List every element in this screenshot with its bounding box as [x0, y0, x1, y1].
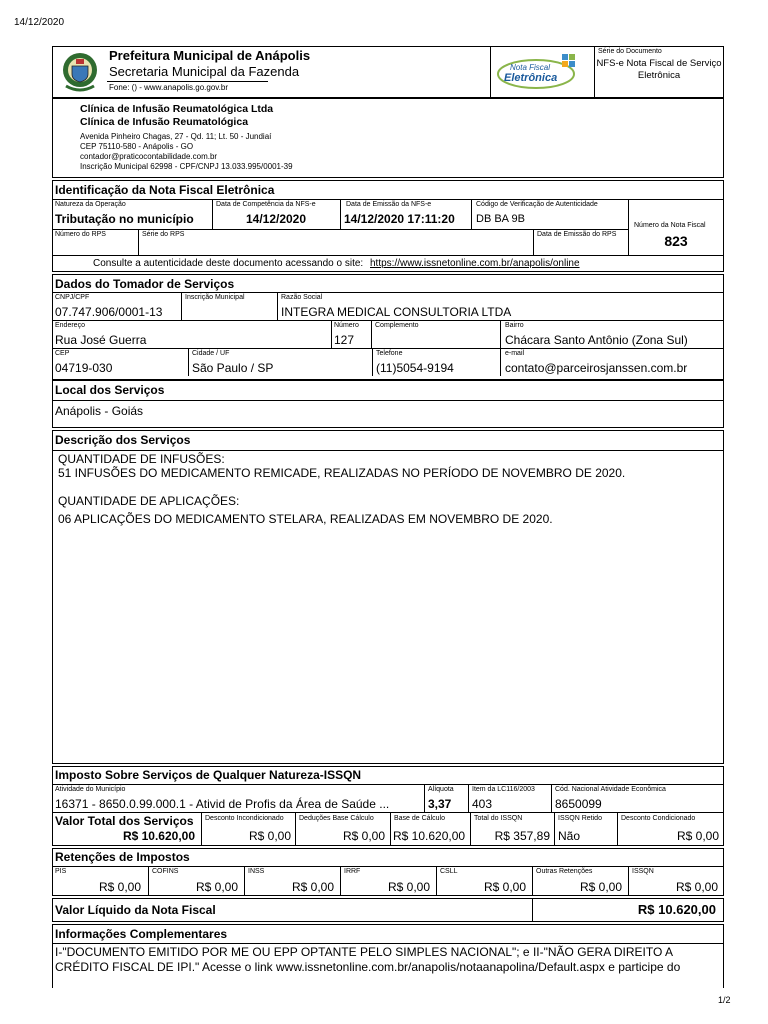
provider-registration: Inscrição Municipal 62998 - CPF/CNPJ 13.033.995/0001-39	[80, 162, 293, 171]
retention-others: R$ 0,00	[579, 880, 622, 894]
complementary-line-2: CRÉDITO FISCAL DE IPI." Acesse o link www.issnetonline.com.br/anapolis/notaanapolina/Default.aspx e participe do	[55, 960, 681, 974]
print-date: 14/12/2020	[14, 17, 65, 28]
city-coat-of-arms-icon	[60, 50, 100, 94]
taker-email: contato@parceirosjanssen.com.br	[505, 361, 688, 375]
issqn-retained: Não	[558, 829, 581, 843]
issqn-total: R$ 357,89	[494, 829, 550, 843]
tax-item: 403	[472, 797, 493, 811]
deductions: R$ 0,00	[342, 829, 385, 843]
taker-street: Rua José Guerra	[55, 333, 147, 347]
provider-cep: CEP 75110-580 - Anápolis - GO	[80, 142, 194, 151]
description-line-2: 51 INFUSÕES DO MEDICAMENTO REMICADE, REALIZADAS NO PERÍODO DE NOVEMBRO DE 2020.	[58, 466, 626, 480]
verification-code: DB BA 9B	[476, 213, 525, 225]
net-value-label: Valor Líquido da Nota Fiscal	[55, 903, 216, 917]
tax-rate: 3,37	[428, 797, 452, 811]
tax-cnae: 8650099	[555, 797, 602, 811]
description-box	[52, 430, 724, 764]
complementary-line-1: I-"DOCUMENTO EMITIDO POR ME OU EPP OPTANTE PELO SIMPLES NACIONAL"; e II-"NÃO GERA DIREITO A	[55, 945, 674, 959]
retention-pis: R$ 0,00	[98, 880, 141, 894]
tax-base: R$ 10.620,00	[393, 829, 466, 843]
description-line-3: QUANTIDADE DE APLICAÇÕES:	[58, 494, 240, 508]
consult-link[interactable]: https://www.issnetonline.com.br/anapolis/online	[370, 258, 580, 269]
retention-inss: R$ 0,00	[291, 880, 334, 894]
description-line-4: 06 APLICAÇÕES DO MEDICAMENTO STELARA, REALIZADAS EM NOVEMBRO DE 2020.	[58, 512, 553, 526]
retention-cofins: R$ 0,00	[195, 880, 238, 894]
net-value: R$ 10.620,00	[637, 902, 716, 917]
series-label: Série do Documento	[598, 48, 662, 55]
tax-activity: 16371 - 8650.0.99.000.1 - Ativid de Profis da Área de Saúde ...	[55, 797, 390, 811]
retention-irrf: R$ 0,00	[387, 880, 430, 894]
nota-fiscal-logo: Nota Fiscal Eletrônica	[496, 52, 588, 92]
city-phone: Fone: () - www.anapolis.go.gov.br	[109, 83, 229, 92]
provider-trade-name: Clínica de Infusão Reumatológica	[80, 116, 249, 128]
taker-district: Chácara Santo Antônio (Zona Sul)	[505, 333, 688, 347]
invoice-number: 823	[664, 233, 688, 249]
description-line-1: QUANTIDADE DE INFUSÕES:	[58, 452, 225, 466]
taker-title: Dados do Tomador de Serviços	[55, 277, 235, 291]
series-value: NFS-e Nota Fiscal de Serviço Eletrônica	[596, 58, 722, 81]
taker-cnpj: 07.747.906/0001-13	[55, 305, 163, 319]
taker-number: 127	[334, 333, 355, 347]
identification-title: Identificação da Nota Fiscal Eletrônica	[55, 183, 275, 197]
retention-csll: R$ 0,00	[483, 880, 526, 894]
retentions-title: Retenções de Impostos	[55, 850, 190, 864]
taker-phone: (11)5054-9194	[376, 361, 454, 375]
retention-issqn: R$ 0,00	[675, 880, 718, 894]
taker-city: São Paulo / SP	[192, 361, 274, 375]
complementary-title: Informações Complementares	[55, 927, 228, 941]
provider-address: Avenida Pinheiro Chagas, 27 - Qd. 11; Lt. 50 - Jundiaí	[80, 132, 272, 141]
nature-of-operation: Tributação no município	[55, 212, 194, 226]
taker-name: INTEGRA MEDICAL CONSULTORIA LTDA	[281, 305, 512, 319]
city-name: Prefeitura Municipal de Anápolis	[109, 48, 311, 63]
provider-name: Clínica de Infusão Reumatológica Ltda	[80, 103, 274, 115]
location-title: Local dos Serviços	[55, 383, 165, 397]
total-services-label: Valor Total dos Serviços	[55, 814, 194, 828]
page-number: 1/2	[718, 995, 731, 1005]
total-services-value: R$ 10.620,00	[122, 829, 195, 843]
location-value: Anápolis - Goiás	[55, 404, 144, 418]
emission-date: 14/12/2020 17:11:20	[344, 212, 455, 226]
tax-title: Imposto Sobre Serviços de Qualquer Natureza-ISSQN	[55, 768, 362, 782]
provider-email: contador@praticocontabilidade.com.br	[80, 152, 218, 161]
consult-text: Consulte a autenticidade deste documento acessando o site:	[93, 258, 364, 269]
competence-date: 14/12/2020	[245, 212, 307, 226]
conditional-discount: R$ 0,00	[676, 829, 719, 843]
description-title: Descrição dos Serviços	[55, 433, 191, 447]
taker-cep: 04719-030	[55, 361, 113, 375]
unconditional-discount: R$ 0,00	[248, 829, 291, 843]
department-name: Secretaria Municipal da Fazenda	[109, 64, 300, 79]
